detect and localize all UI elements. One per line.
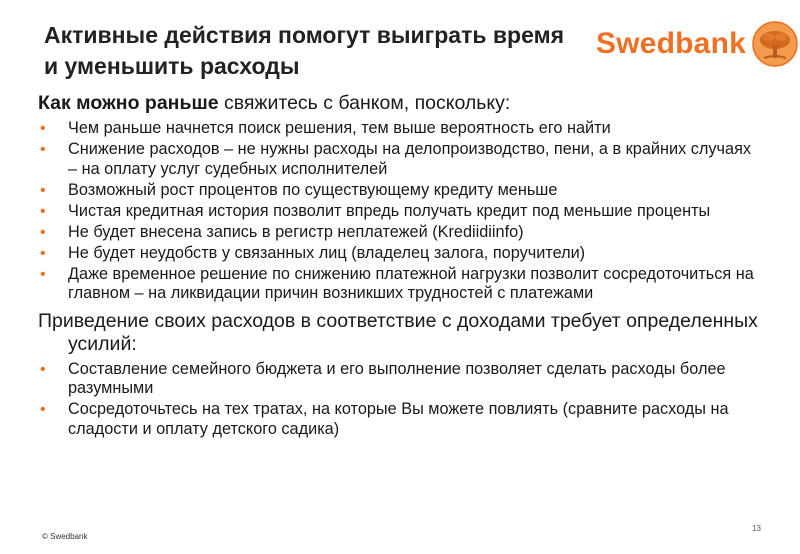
list-item-text: Возможный рост процентов по существующему кредиту меньше	[68, 180, 558, 199]
list-item	[38, 400, 758, 439]
bullet-icon: •	[40, 360, 46, 378]
section-heading-contact	[38, 92, 758, 115]
slide-body	[38, 92, 758, 441]
list-item	[38, 265, 758, 304]
oak-tree-icon	[752, 21, 798, 67]
swedbank-logo	[596, 22, 798, 66]
bullet-icon: •	[40, 223, 46, 241]
bullet-icon: •	[40, 120, 46, 137]
list-item-text: Даже временное решение по снижению платежной нагрузки позволит сосредоточиться на главном – на ликвидации причин возникших трудностей с платежами	[68, 264, 754, 303]
list-item	[38, 140, 758, 179]
list-item-text: Чем раньше начнется поиск решения, тем выше вероятность его найти	[68, 119, 611, 137]
bullet-icon: •	[40, 401, 46, 419]
list-item	[38, 119, 758, 139]
bullet-icon: •	[40, 181, 46, 199]
list-item	[38, 181, 758, 201]
heading-rest: свяжитесь с банком, поскольку:	[218, 92, 511, 114]
bullet-icon: •	[40, 140, 46, 158]
slide-title: Активные действия помогут выиграть время и уменьшить расходы	[44, 22, 565, 79]
list-item-text: Сосредоточьтесь на тех тратах, на которые Вы можете повлиять (сравните расходы на сладости и оплату детского садика)	[68, 400, 729, 438]
section-heading-expenses: Приведение своих расходов в соответствие с доходами требует определенных усилий:	[38, 309, 758, 355]
list-item	[38, 360, 758, 399]
bullet-icon: •	[40, 265, 46, 283]
brand-name: Swedbank	[596, 27, 746, 60]
list-item	[38, 244, 758, 264]
page-number: 13	[752, 524, 761, 533]
heading-emphasis: Как можно раньше	[38, 92, 219, 114]
list-item	[38, 202, 758, 222]
bullet-icon: •	[40, 244, 46, 262]
reasons-list	[38, 119, 758, 304]
list-item-text: Не будет неудобств у связанных лиц (владелец залога, поручители)	[68, 243, 586, 262]
list-item-text: Снижение расходов – не нужны расходы на делопроизводство, пени, а в крайних случаях – на оплату услуг судебных исполнителей	[68, 139, 752, 178]
list-item	[38, 223, 758, 243]
budget-list	[38, 360, 758, 440]
list-item-text: Чистая кредитная история позволит впредь получать кредит под меньшие проценты	[68, 201, 711, 220]
footer-copyright: © Swedbank	[42, 532, 88, 541]
list-item-text: Составление семейного бюджета и его выполнение позволяет сделать расходы более разумными	[68, 359, 726, 398]
list-item-text: Не будет внесена запись в регистр неплатежей (Krediidiinfo)	[68, 222, 524, 241]
bullet-icon: •	[40, 202, 46, 220]
